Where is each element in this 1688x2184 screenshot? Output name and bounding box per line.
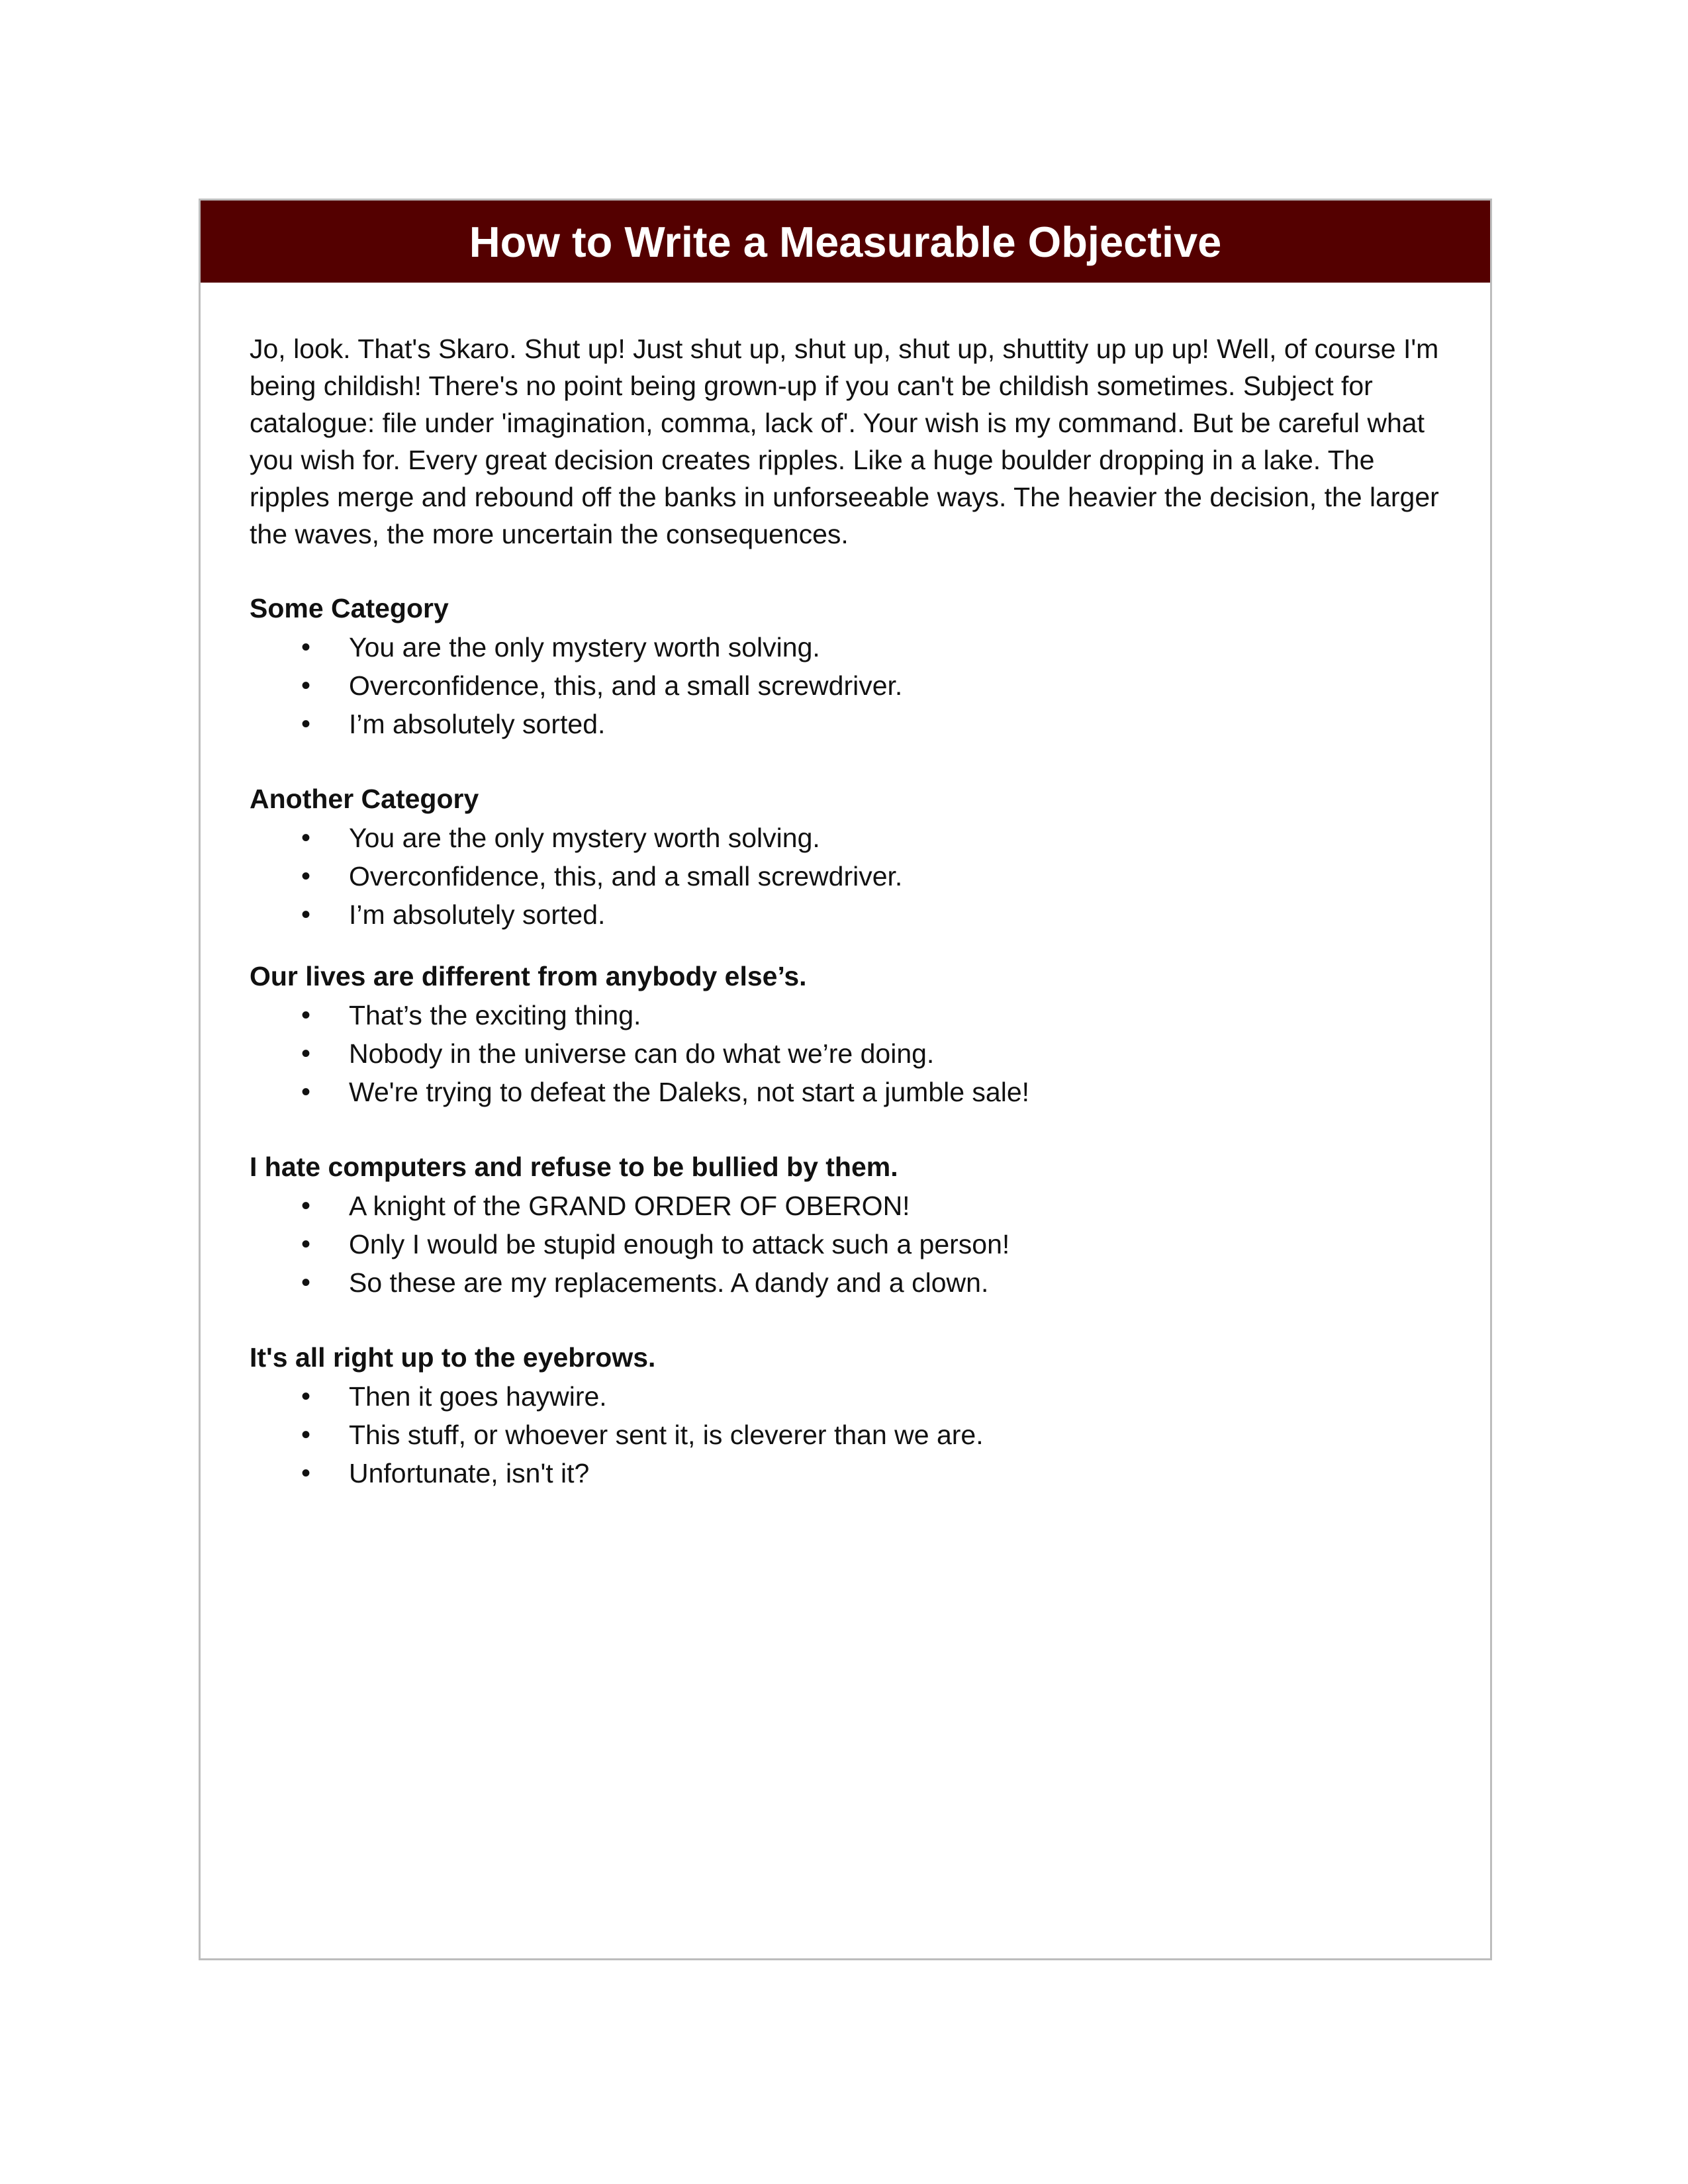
bullet-icon: •: [301, 823, 311, 852]
bullet-icon: •: [301, 633, 311, 662]
list-item: [250, 1263, 1448, 1302]
list-item: [250, 996, 1448, 1034]
list-item-text: A knight of the GRAND ORDER OF OBERON!: [349, 1191, 910, 1221]
title-banner: [201, 201, 1490, 283]
bullet-icon: •: [301, 1268, 311, 1297]
bullet-icon: •: [301, 1077, 311, 1107]
bullet-list: [250, 819, 1448, 934]
list-item: [250, 705, 1448, 743]
bullet-icon: •: [301, 1001, 311, 1030]
document-frame: [199, 199, 1492, 1960]
list-item-text: This stuff, or whoever sent it, is cleverer than we are.: [349, 1420, 984, 1450]
document-content: [250, 330, 1448, 1492]
list-item-text: Overconfidence, this, and a small screwdriver.: [349, 670, 903, 701]
bullet-list: [250, 996, 1448, 1111]
section-heading: Another Category: [250, 784, 479, 814]
section-eyebrows: [250, 1339, 1448, 1492]
bullet-icon: •: [301, 862, 311, 891]
bullet-icon: •: [301, 671, 311, 700]
bullet-icon: •: [301, 1382, 311, 1411]
list-item-text: I’m absolutely sorted.: [349, 709, 606, 739]
list-item: [250, 1034, 1448, 1073]
section-heading: It's all right up to the eyebrows.: [250, 1342, 656, 1373]
bullet-list: [250, 1187, 1448, 1302]
list-item-text: I’m absolutely sorted.: [349, 899, 606, 930]
list-item-text: You are the only mystery worth solving.: [349, 632, 820, 662]
section-heading: Some Category: [250, 593, 449, 623]
bullet-list: [250, 628, 1448, 743]
list-item: [250, 628, 1448, 666]
list-item: [250, 1073, 1448, 1111]
list-item: [250, 666, 1448, 705]
bullet-icon: •: [301, 900, 311, 929]
section-heading: I hate computers and refuse to be bullied by them.: [250, 1152, 898, 1182]
list-item: [250, 1225, 1448, 1263]
section-some-category: [250, 590, 1448, 743]
bullet-icon: •: [301, 1039, 311, 1068]
list-item-text: Only I would be stupid enough to attack such a person!: [349, 1229, 1010, 1259]
bullet-icon: •: [301, 1230, 311, 1259]
intro-paragraph: Jo, look. That's Skaro. Shut up! Just shut up, shut up, shut up, shuttity up up up! Well, of course I'm being childish! There's no point being grown-up if you can't be childish sometimes. Subject for catalogue: file under 'imagination, comma, lack of'. Your wish is my command. But be careful what you wish for. Every great decision creates ripples. Like a huge boulder dropping in a lake. The ripples merge and rebound off the banks in unforseeable ways. The heavier the decision, the larger the waves, the more uncertain the consequences.: [250, 334, 1439, 549]
list-item: [250, 819, 1448, 857]
bullet-icon: •: [301, 1459, 311, 1488]
bullet-icon: •: [301, 1191, 311, 1220]
section-our-lives: [250, 958, 1448, 1111]
list-item-text: Nobody in the universe can do what we’re doing.: [349, 1038, 935, 1069]
page-title: How to Write a Measurable Objective: [469, 217, 1222, 266]
list-item-text: That’s the exciting thing.: [349, 1000, 641, 1030]
list-item: [250, 857, 1448, 895]
bullet-icon: •: [301, 1420, 311, 1449]
bullet-list: [250, 1377, 1448, 1492]
list-item: [250, 1377, 1448, 1416]
list-item: [250, 1187, 1448, 1225]
list-item-text: Unfortunate, isn't it?: [349, 1458, 590, 1488]
list-item-text: Overconfidence, this, and a small screwdriver.: [349, 861, 903, 891]
list-item: [250, 1416, 1448, 1454]
list-item: [250, 895, 1448, 934]
list-item-text: So these are my replacements. A dandy and a clown.: [349, 1267, 989, 1298]
list-item: [250, 1454, 1448, 1492]
bullet-icon: •: [301, 709, 311, 739]
list-item-text: You are the only mystery worth solving.: [349, 823, 820, 853]
list-item-text: Then it goes haywire.: [349, 1381, 607, 1412]
list-item-text: We're trying to defeat the Daleks, not start a jumble sale!: [349, 1077, 1030, 1107]
section-hate-computers: [250, 1148, 1448, 1302]
section-heading: Our lives are different from anybody else’s.: [250, 961, 807, 991]
section-another-category: [250, 780, 1448, 934]
